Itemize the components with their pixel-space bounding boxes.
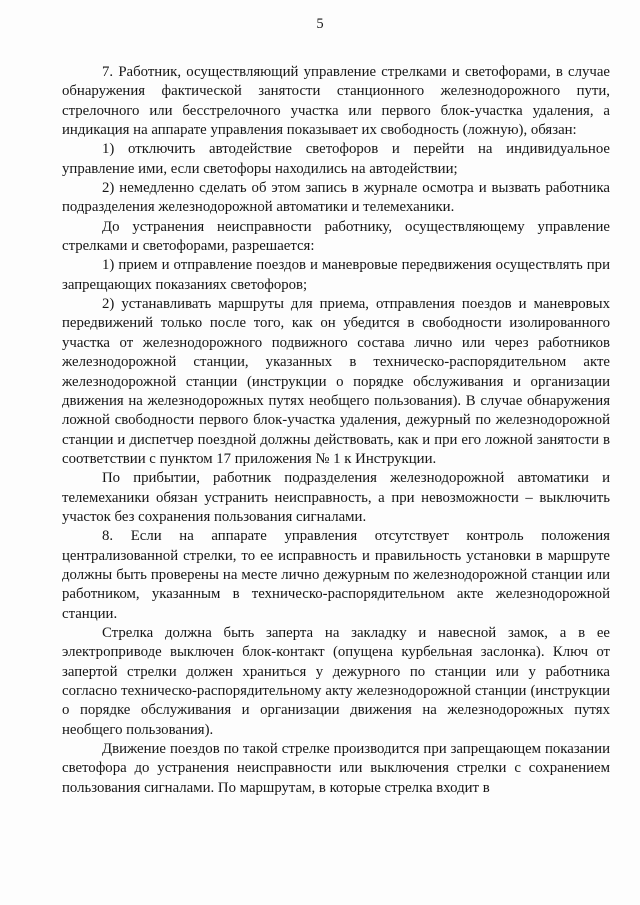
page-number: 5 (316, 16, 324, 32)
paragraph-item-7: 7. Работник, осуществляющий управление стрелками и светофорами, в случае обнаружения фактической занятости станционного железнодорожного пути, стрелочного или бесстрелочного участка или первого блок-участка удаления, а индикация на аппарате управления показывает их свободность (ложную), обязан: (62, 64, 610, 139)
paragraph-subitem-1: 1) отключить автодействие светофоров и перейти на индивидуальное управление ими, если светофоры находились на автодействии; (62, 141, 610, 177)
paragraph-train-movement: Движение поездов по такой стрелке производится при запрещающем показании светофора до устранения неисправности или выключения стрелки с сохранением пользования сигналами. По маршрутам, в которые стрелка входит в (62, 741, 610, 796)
paragraph-item-8: 8. Если на аппарате управления отсутствует контроль положения централизованной стрелки, то ее исправность и правильность установки в маршруте должны быть проверены на месте лично дежурным по железнодорожной станции или работником, указанным в техническо-распорядительном акте железнодорожной станции. (62, 528, 610, 622)
paragraph-allowed-2: 2) устанавливать маршруты для приема, отправления поездов и маневровых передвижений только после того, как он убедится в свободности изолированного участка от железнодорожного подвижного состава лично или через работников железнодорожной станции, указанных в техническо-распорядительном акте железнодорожной станции (инструкции о порядке обслуживания и организации движения на железнодорожных путях необщего пользования). В случае обнаружения ложной свободности первого блок-участка удаления, дежурный по железнодорожной станции и диспетчер поездной должны действовать, как и при его ложной занятости в соответствии с пунктом 17 приложения № 1 к Инструкции. (62, 296, 610, 467)
paragraph-switch-locked: Стрелка должна быть заперта на закладку и навесной замок, а в ее электроприводе выключен блок-контакт (опущена курбельная заслонка). Ключ от запертой стрелки должен храниться у дежурного по станции или у работника согласно техническо-распорядительному акту железнодорожной станции (инструкции о порядке обслуживания и организации движения на железнодорожных путях необщего пользования). (62, 624, 610, 738)
paragraph-allowed-1: 1) прием и отправление поездов и маневровые передвижения осуществлять при запрещающих показаниях светофоров; (62, 257, 610, 293)
paragraph-on-arrival: По прибытии, работник подразделения железнодорожной автоматики и телемеханики обязан устранить неисправность, а при невозможности – выключить участок без сохранения пользования сигналами. (62, 470, 610, 525)
document-body (62, 63, 610, 798)
paragraph-subitem-2: 2) немедленно сделать об этом запись в журнале осмотра и вызвать работника подразделения железнодорожной автоматики и телемеханики. (62, 180, 610, 216)
paragraph-until-repair: До устранения неисправности работнику, осуществляющему управление стрелками и светофорами, разрешается: (62, 218, 610, 255)
